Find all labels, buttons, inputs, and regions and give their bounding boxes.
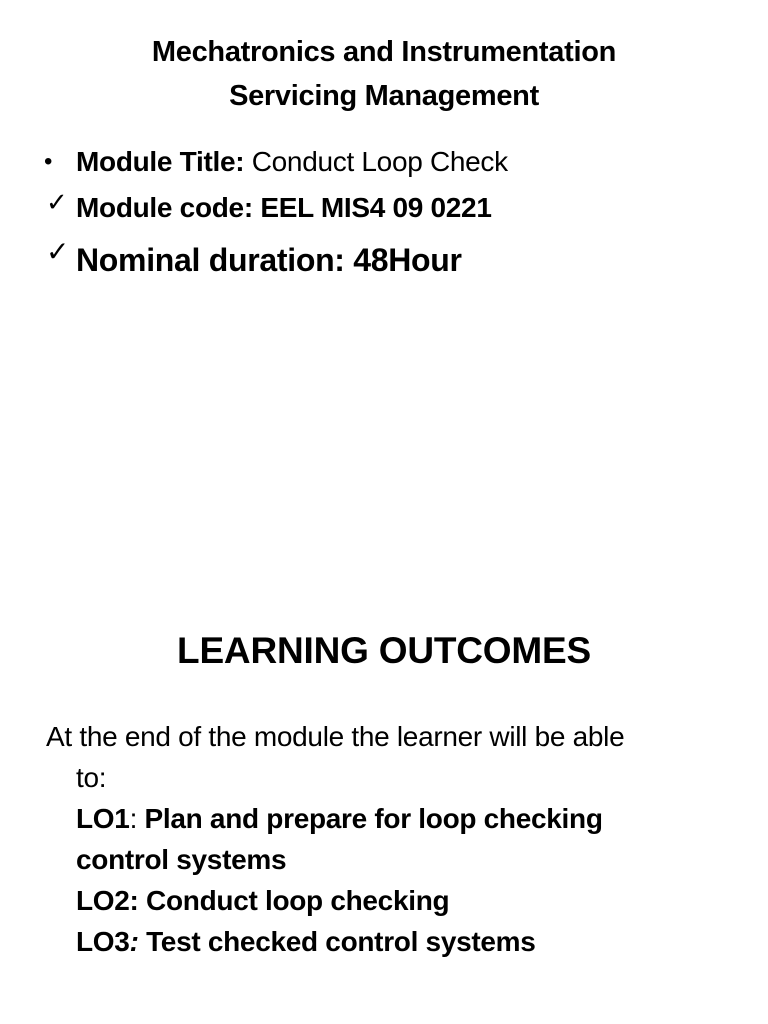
learning-outcomes-heading: LEARNING OUTCOMES <box>177 630 591 671</box>
lo3-text: Test checked control systems <box>138 926 536 957</box>
learning-outcome-lo2: LO2: Conduct loop checking <box>76 885 450 916</box>
learning-outcome-lo1 <box>46 798 746 839</box>
learning-outcome-lo1-continued: control systems <box>76 844 287 875</box>
module-title-label: Module Title: <box>76 146 245 177</box>
intro-text-line-1: At the end of the module the learner will be able <box>46 721 625 752</box>
module-info-list <box>44 140 744 288</box>
bullet-icon: • <box>44 148 53 175</box>
lo1-text: Plan and prepare for loop checking <box>137 803 603 834</box>
nominal-duration-text: Nominal duration: 48Hour <box>76 242 462 278</box>
checkmark-icon: ✓ <box>46 187 68 217</box>
lo3-separator: : <box>129 926 139 957</box>
intro-text-line-2: to: <box>76 762 107 793</box>
slide-title <box>0 30 768 118</box>
lo3-code: LO3 <box>76 926 130 957</box>
module-code-item <box>44 184 744 232</box>
learning-outcome-lo3 <box>46 921 746 962</box>
slide-title-line-1: Mechatronics and Instrumentation <box>151 36 617 68</box>
module-code-text: Module code: EEL MIS4 09 0221 <box>76 192 492 223</box>
learning-outcomes-body <box>46 716 746 962</box>
slide-title-line-2: Servicing Management <box>229 80 539 112</box>
lo1-separator: : <box>129 803 138 834</box>
module-title-item <box>44 140 744 184</box>
module-title-value: Conduct Loop Check <box>244 146 508 177</box>
checkmark-icon: ✓ <box>46 236 70 267</box>
lo1-code: LO1 <box>76 803 130 834</box>
nominal-duration-item <box>44 232 744 288</box>
